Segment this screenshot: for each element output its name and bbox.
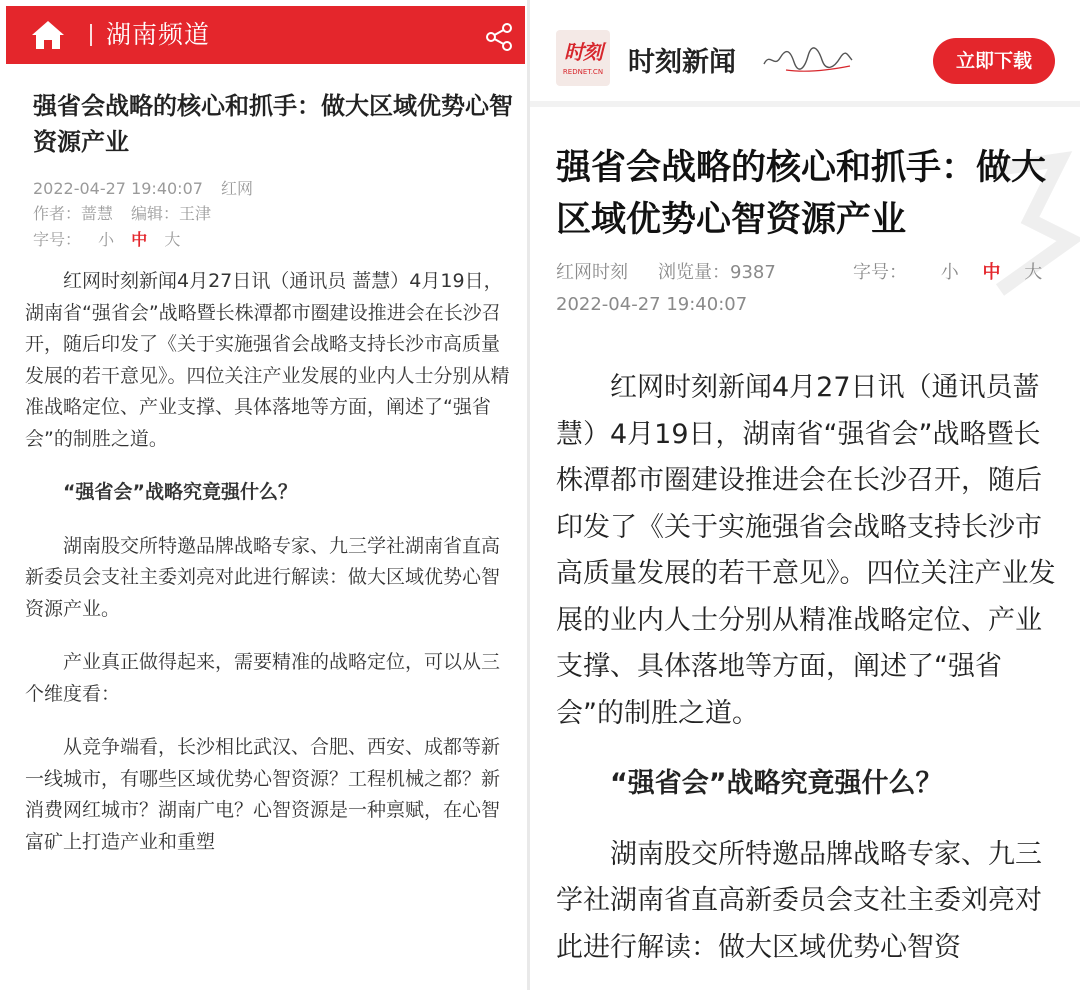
font-size-small[interactable]: 小 [940,262,959,283]
article-body [556,365,1061,971]
channel-title: 湖南频道 [106,20,211,49]
paragraph: 产业真正做得起来，需要精准的战略定位，可以从三个维度看： [25,651,501,705]
article-title: 强省会战略的核心和抓手：做大区域优势心智资源产业 [33,92,513,156]
font-size-label: 字号： [853,262,907,283]
font-size-selector [853,261,1042,285]
download-button[interactable]: 立即下载 [933,38,1055,84]
right-article-view [530,0,1080,990]
article-title: 强省会战略的核心和抓手：做大区域优势心智资源产业 [556,148,1047,240]
article-body [25,266,513,858]
paragraph: 湖南股交所特邀品牌战略专家、九三学社湖南省直高新委员会支社主委刘亮对此进行解读：做大区域优势心智资源产业。 [25,534,501,620]
article-credits [33,203,211,225]
article-author: 作者：蔷慧 [33,204,114,223]
font-size-large[interactable]: 大 [164,230,181,249]
left-article-view [0,0,527,990]
channel-header [6,6,525,64]
font-size-large[interactable]: 大 [1024,262,1043,283]
divider [530,101,1080,107]
article-date: 2022-04-27 19:40:07 [33,179,203,198]
paragraph: 红网时刻新闻4月27日讯（通讯员 蔷慧）4月19日，湖南省“强省会”战略暨长株潭都市圈建设推进会在长沙召开，随后印发了《关于实施强省会战略支持长沙市高质量发展的若干意见》。四位关注产业发展的业内人士分别从精准战略定位、产业支撑、具体落地等方面，阐述了“强省会”的制胜之道。 [25,270,510,450]
section-heading: “强省会”战略究竟强什么？ [63,481,297,503]
app-name: 时刻新闻 [628,47,736,78]
font-size-medium[interactable]: 中 [131,230,148,249]
header-divider [90,24,92,46]
font-size-medium[interactable]: 中 [982,262,1001,283]
article-date-source [33,178,253,200]
font-size-selector [33,229,192,251]
font-size-small[interactable]: 小 [98,230,115,249]
paragraph: 湖南股交所特邀品牌战略专家、九三学社湖南省直高新委员会支社主委刘亮对此进行解读：做大区域优势心智资 [556,838,1042,963]
home-icon[interactable] [30,19,66,51]
article-source: 红网时刻 [556,262,628,283]
app-logo [556,30,610,86]
article-source: 红网 [220,179,253,198]
article-views: 浏览量：9387 [658,262,776,283]
paragraph: 从竞争端看，长沙相比武汉、合肥、西安、成都等新一线城市，有哪些区域优势心智资源？工程机械之都？新消费网红城市？湖南广电？心智资源是一种禀赋，在心智富矿上打造产业和重塑 [25,736,501,853]
article-editor: 编辑：王津 [131,204,212,223]
share-icon[interactable] [484,22,514,52]
section-heading: “强省会”战略究竟强什么？ [610,768,943,799]
logo-url: REDNET.CN [562,68,604,76]
signature [760,42,855,76]
font-size-label: 字号： [33,230,82,249]
app-banner [530,22,1080,96]
paragraph: 红网时刻新闻4月27日讯（通讯员蔷慧）4月19日，湖南省“强省会”战略暨长株潭都市圈建设推进会在长沙召开，随后印发了《关于实施强省会战略支持长沙市高质量发展的若干意见》。四位关注产业发展的业内人士分别从精准战略定位、产业支撑、具体落地等方面，阐述了“强省会”的制胜之道。 [556,372,1056,729]
logo-text: 时刻 [564,40,602,64]
article-date: 2022-04-27 19:40:07 [556,294,748,315]
